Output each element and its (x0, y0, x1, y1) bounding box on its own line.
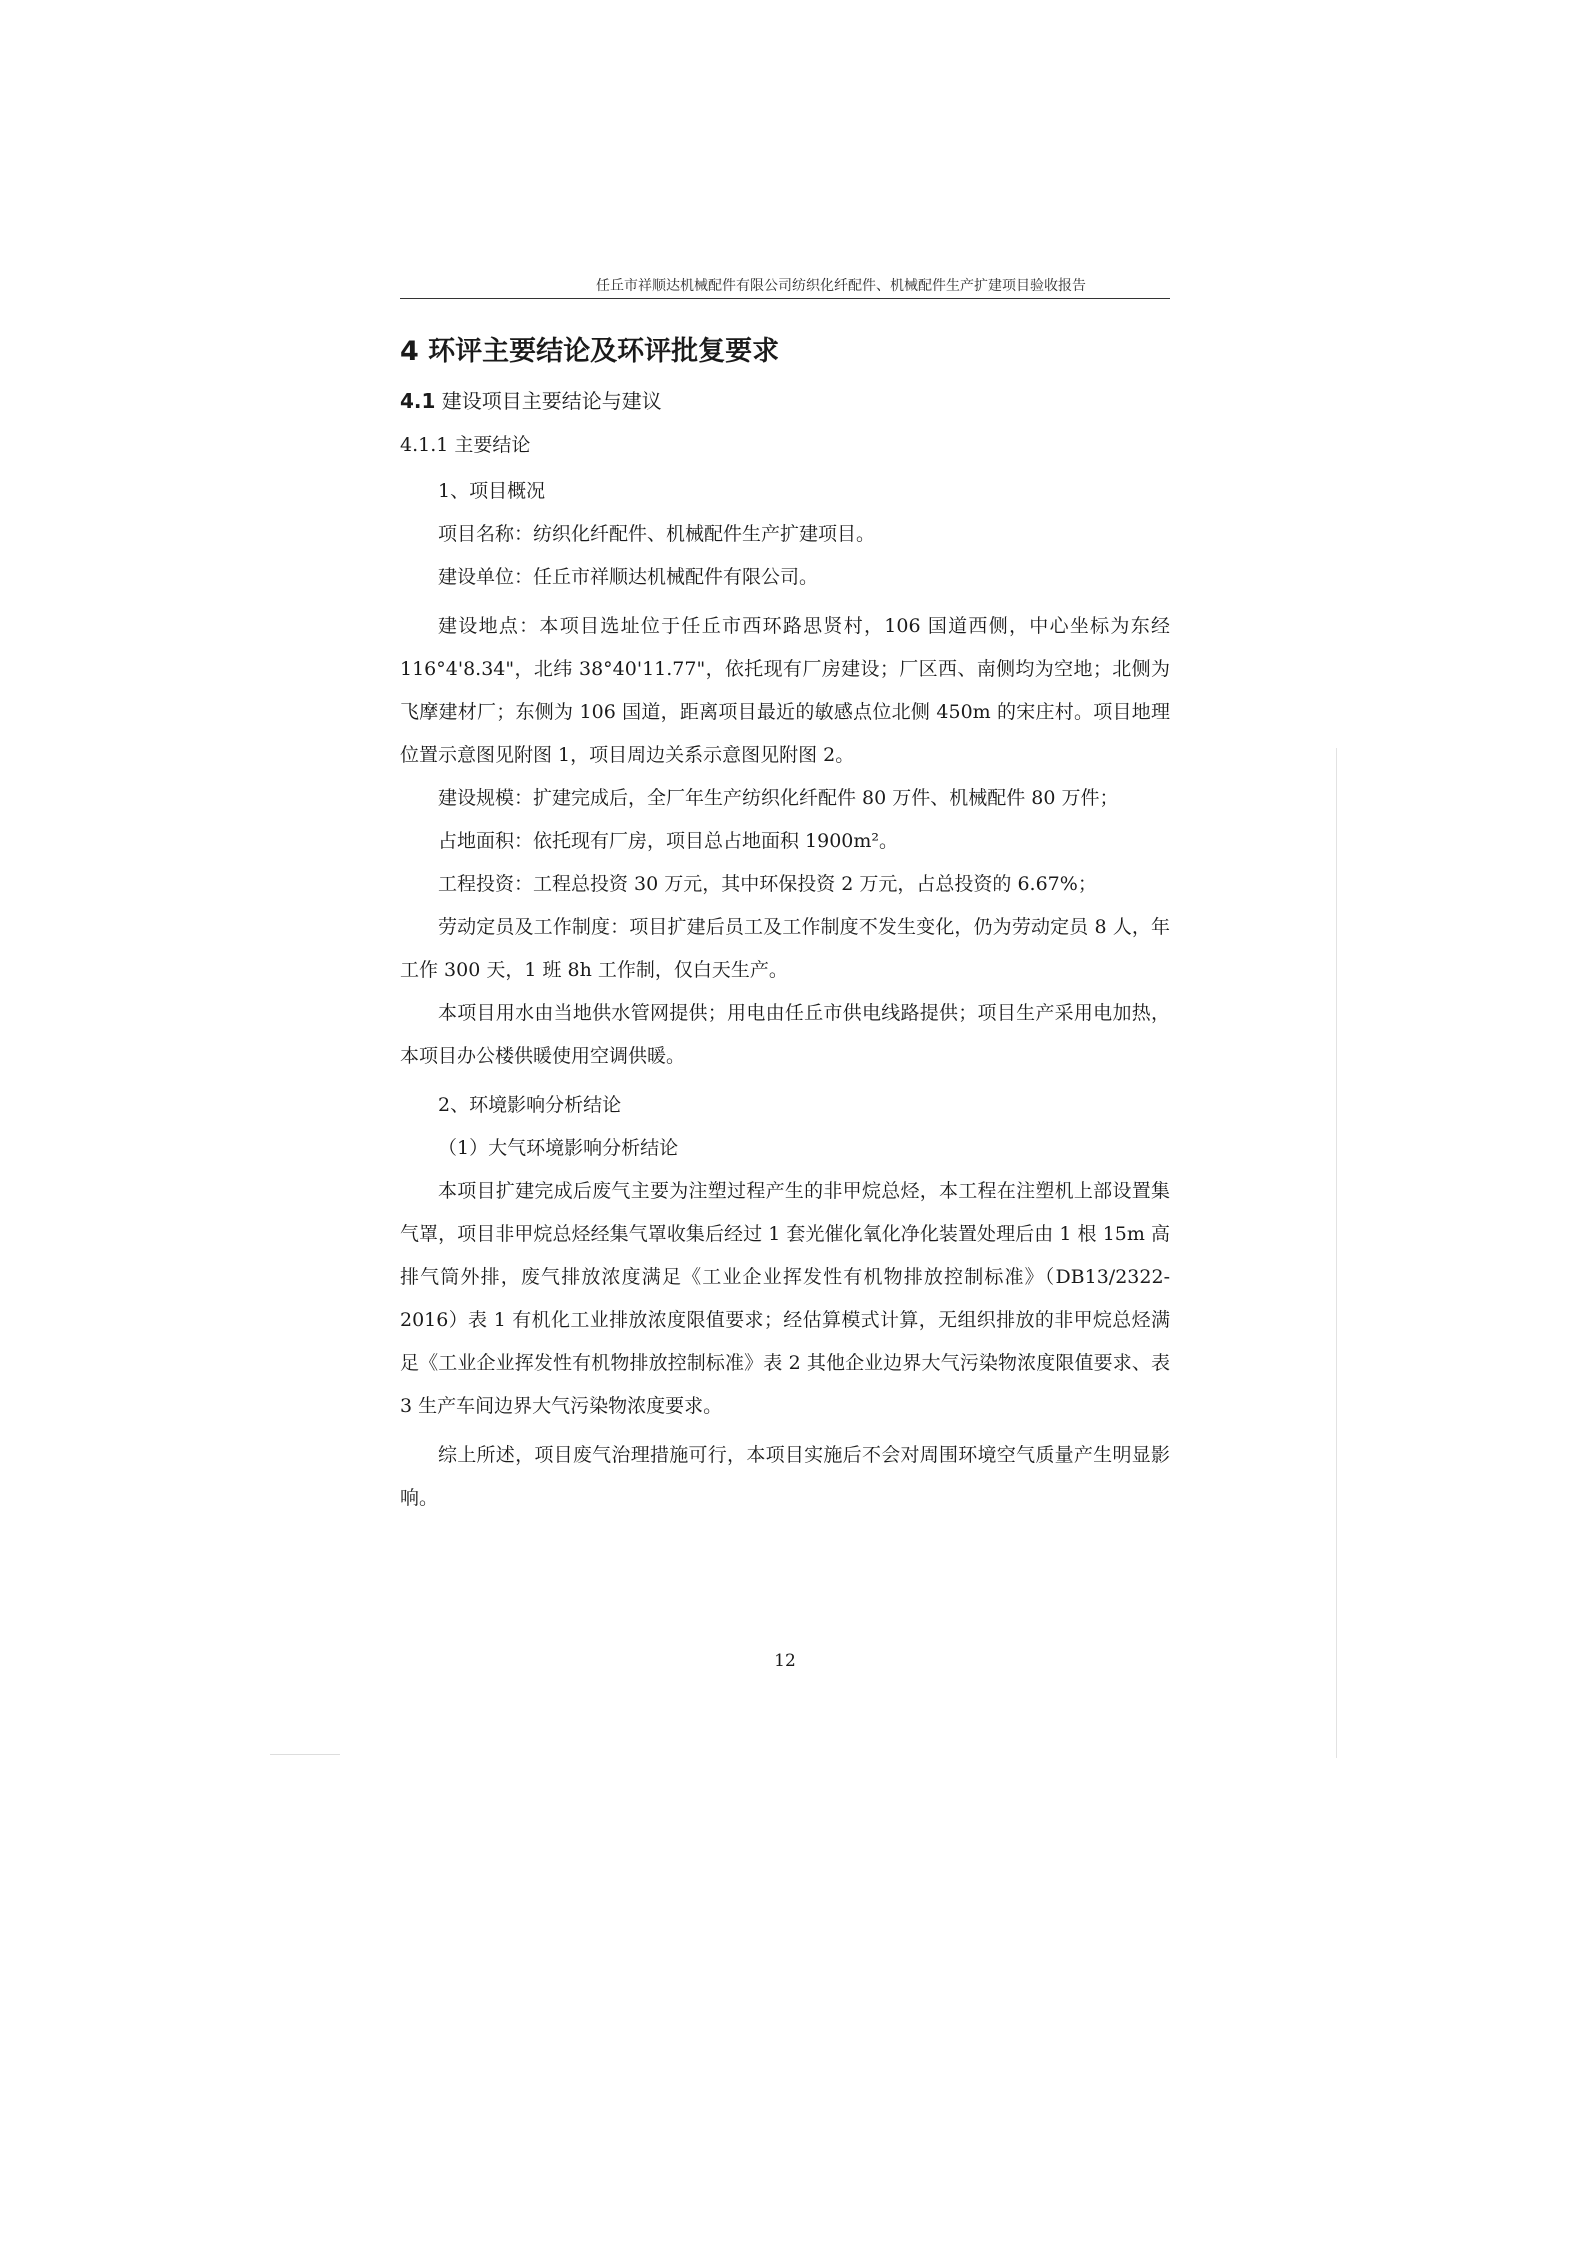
paragraph: 建设规模：扩建完成后，全厂年生产纺织化纤配件 80 万件、机械配件 80 万件； (438, 787, 1119, 809)
running-title: 任丘市祥顺达机械配件有限公司纺织化纤配件、机械配件生产扩建项目验收报告 (596, 278, 1086, 294)
scan-edge-line (1336, 748, 1337, 1758)
paragraph: 2、环境影响分析结论 (438, 1094, 622, 1116)
paragraph: 项目名称：纺织化纤配件、机械配件生产扩建项目。 (438, 523, 876, 545)
paragraph: 1、项目概况 (438, 480, 546, 502)
running-header (400, 276, 1170, 298)
paragraph: 工程投资：工程总投资 30 万元，其中环保投资 2 万元，占总投资的 6.67%； (438, 873, 1097, 895)
paragraph: 劳动定员及工作制度：项目扩建后员工及工作制度不发生变化，仍为劳动定员 8 人，年工作 300 天，1 班 8h 工作制，仅白天生产。 (400, 916, 1170, 981)
subsection-number: 4.1 (400, 389, 436, 413)
paragraph: 建设单位：任丘市祥顺达机械配件有限公司。 (438, 566, 819, 588)
paragraph: 综上所述，项目废气治理措施可行，本项目实施后不会对周围环境空气质量产生明显影响。 (400, 1444, 1170, 1509)
subsubsection-heading: 4.1.1 主要结论 (400, 434, 531, 456)
paragraph: 建设地点：本项目选址位于任丘市西环路思贤村，106 国道西侧，中心坐标为东经 116°4'8.34"，北纬 38°40'11.77"，依托现有厂房建设；厂区西、南侧均为空地；北侧为飞摩建材厂；东侧为 106 国道，距离项目最近的敏感点位北侧 450m 的宋庄村。项目地理位置示意图见附图 1，项目周边关系示意图见附图 2。 (400, 615, 1170, 766)
paragraph: 占地面积：依托现有厂房，项目总占地面积 1900m²。 (438, 830, 899, 852)
body-content (400, 332, 1170, 1520)
page-number: 12 (774, 1651, 796, 1671)
scan-mark (270, 1754, 340, 1755)
section-heading: 4 环评主要结论及环评批复要求 (400, 336, 780, 367)
paragraph: 本项目扩建完成后废气主要为注塑过程产生的非甲烷总烃，本工程在注塑机上部设置集气罩，项目非甲烷总烃经集气罩收集后经过 1 套光催化氧化净化装置处理后由 1 根 15m 高排气筒外排，废气排放浓度满足《工业企业挥发性有机物排放控制标准》（DB13/2322-2016）表 1 有机化工业排放浓度限值要求；经估算模式计算，无组织排放的非甲烷总烃满足《工业企业挥发性有机物排放控制标准》表 2 其他企业边界大气污染物浓度限值要求、表 3 生产车间边界大气污染物浓度要求。 (400, 1180, 1170, 1417)
paragraph: 本项目用水由当地供水管网提供；用电由任丘市供电线路提供；项目生产采用电加热，本项目办公楼供暖使用空调供暖。 (400, 1002, 1170, 1067)
subsection-heading (400, 384, 1170, 418)
subsection-title: 建设项目主要结论与建议 (441, 389, 662, 413)
paragraph: （1）大气环境影响分析结论 (438, 1137, 679, 1159)
header-rule (400, 298, 1170, 299)
